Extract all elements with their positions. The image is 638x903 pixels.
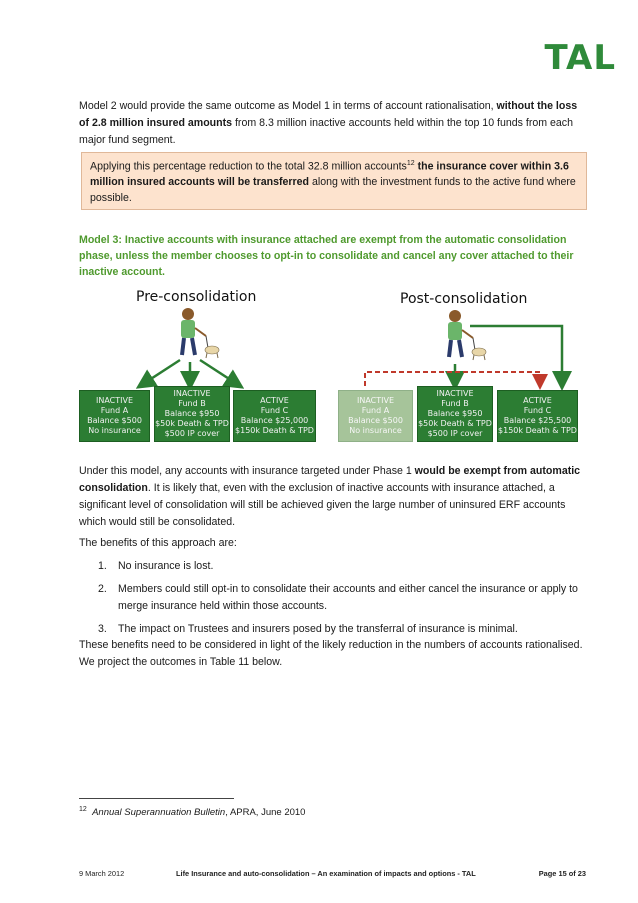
list-item: 2. Members could still opt-in to consolidate their accounts and either cancel the insurance or apply to merge insurance held within those accounts. [98,583,578,612]
bold-text: the insurance cover within 3.6 million insured accounts will be transferred [90,160,569,189]
footer-page-number: Page 15 of 23 [538,869,586,878]
model-3-heading: Model 3: Inactive accounts with insurance attached are exempt from the automatic consolidation phase, unless the member chooses to opt-in to consolidate and cancel any cover attached to their inactive account. [79,234,574,278]
post-consolidation-title: Post-consolidation [400,291,528,307]
bold-text: without the loss of 2.8 million insured amounts [79,100,578,129]
fund-box-post-active-c: ACTIVE Fund C Balance $25,500 $150k Death & TPD [497,390,578,442]
text-span: . It is likely that, even with the exclusion of inactive accounts with insurance attached, a significant level of consolidation will still be achieved given the large number of uninsured ERF accounts which would still be consolidated. [79,482,566,528]
paragraph-model-3 [79,463,589,531]
text-span: Under this model, any accounts with insurance targeted under Phase 1 [79,465,415,477]
paragraph-conclusion: These benefits need to be considered in light of the likely reduction in the numbers of accounts rationalised. We project the outcomes in Table 11 below. [79,639,583,668]
fund-box-pre-inactive-b: INACTIVE Fund B Balance $950 $50k Death & TPD $500 IP cover [154,386,230,442]
footnote-ref: 12 [406,160,415,167]
text-span: along with the investment funds to the active fund where possible. [90,176,576,204]
paragraph-model-2 [79,98,589,149]
pre-consolidation-title: Pre-consolidation [136,289,257,305]
fund-box-pre-active-c: ACTIVE Fund C Balance $25,000 $150k Death & TPD [233,390,316,442]
footnote: $^{12}$ Annual Superannuation Bulletin, APRA, June 2010 [79,806,306,819]
bold-text: would be exempt from automatic consolidation [79,465,581,494]
footer-date: 9 March 2012 [79,869,125,878]
text-span: Applying this percentage reduction to the total 32.8 million accounts [90,160,407,173]
fund-box-pre-inactive-a: INACTIVE Fund A Balance $500 No insurance [79,390,150,442]
tal-logo: TAL [544,38,616,78]
list-item: 1. No insurance is lost. [98,560,214,572]
diagram-graphics [0,300,638,400]
footer-title: Life Insurance and auto-consolidation – An examination of impacts and options - TAL [176,869,476,878]
highlight-callout [81,152,587,210]
fund-box-post-inactive-b: INACTIVE Fund B Balance $950 $50k Death & TPD $500 IP cover [417,386,493,442]
text-span: from 8.3 million inactive accounts held within the top 10 funds from each major fund segment. [79,117,573,146]
benefits-intro: The benefits of this approach are: [79,537,237,549]
list-item: 3. The impact on Trustees and insurers posed by the transferral of insurance is minimal. [98,623,518,635]
benefits-list [98,558,588,644]
footnote-divider [79,798,234,799]
person-walking-dog-icon [448,310,486,360]
person-walking-dog-icon [181,308,219,358]
text-span: Model 2 would provide the same outcome as Model 1 in terms of account rationalisation, [79,100,497,112]
fund-box-post-inactive-a: INACTIVE Fund A Balance $500 No insurance [338,390,413,442]
